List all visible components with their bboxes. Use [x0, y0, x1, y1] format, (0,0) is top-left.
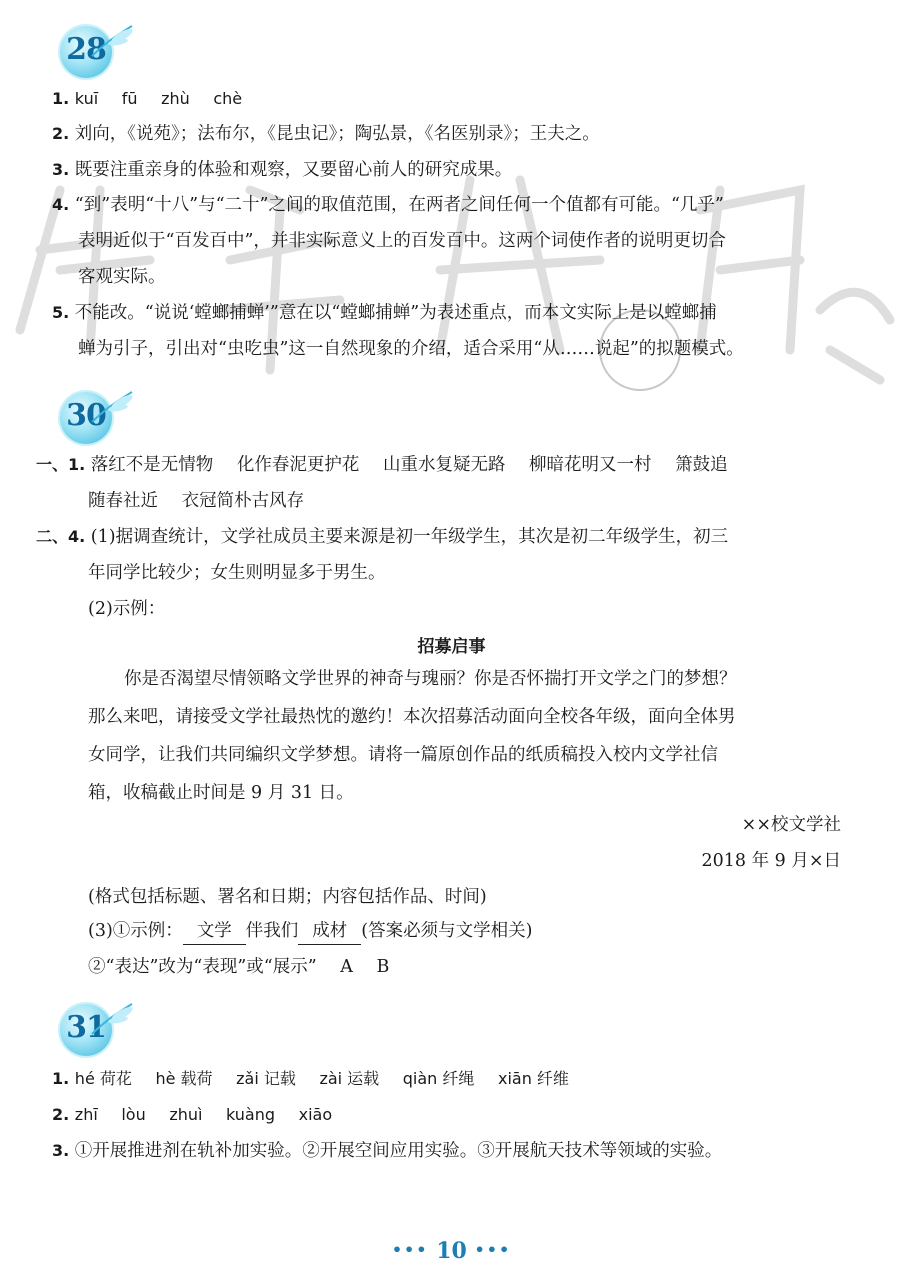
section-number: 28: [66, 32, 106, 67]
dragonfly-icon: [88, 388, 138, 428]
section-badge-30: [58, 388, 138, 450]
dots-decoration: •••: [391, 1240, 429, 1259]
page-number: ••• 10 •••: [391, 1238, 512, 1264]
notice-line-4: 箱，收稿截止时间是 9 月 31 日。: [88, 783, 354, 803]
answer-30-4-1: 二、4. (1)据调查统计，文学社成员主要来源是初一年级学生，其次是初二年级学生，初三: [36, 527, 729, 547]
answer-28-4-line2: 表明近似于“百发百中”，并非实际意义上的百发百中。这两个词使作者的说明更切合: [78, 231, 726, 251]
notice-line-1: 你是否渴望尽情领略文学世界的神奇与瑰丽？你是否怀揣打开文学之门的梦想？: [124, 669, 737, 689]
answer-28-2: 2. 刘向，《说苑》；法布尔，《昆虫记》；陶弘景，《名医别录》；王夫之。: [52, 124, 600, 144]
blank-answer-2: 成材: [298, 918, 361, 945]
notice-line-2: 那么来吧，请接受文学社最热忱的邀约！本次招募活动面向全校各年级，面向全体男: [88, 707, 736, 727]
answer-30-1: 一、1. 落红不是无情物 化作春泥更护花 山重水复疑无路 柳暗花明又一村 箫鼓追: [36, 455, 728, 475]
dragonfly-icon: [88, 1000, 138, 1040]
answer-30-4-1-line2: 年同学比较少；女生则明显多于男生。: [88, 563, 386, 583]
answer-28-4: 4. “到”表明“十八”与“二十”之间的取值范围，在两者之间任何一个值都有可能。“几乎”: [52, 195, 724, 215]
answer-28-4-line3: 客观实际。: [78, 267, 166, 287]
notice-title: 招募启事: [417, 637, 486, 657]
notice-line-3: 女同学，让我们共同编织文学梦想。请将一篇原创作品的纸质稿投入校内文学社信: [88, 745, 718, 765]
blank-answer-1: 文学: [183, 918, 246, 945]
answer-30-1-line2: 随春社近 衣冠简朴古风存: [88, 491, 305, 511]
answer-30-4-2: (2)示例：: [88, 599, 166, 619]
section-number: 31: [66, 1010, 106, 1045]
answer-31-1: 1. hé 荷花 hè 载荷 zǎi 记载 zài 运载 qiàn 纤绳 xiān 纤维: [52, 1069, 569, 1088]
answer-30-4-3: (3)①示例： 文学 伴我们 成材 (答案必须与文学相关): [88, 918, 532, 945]
answer-28-1: 1. kuī fū zhù chè: [52, 89, 243, 108]
dots-decoration: •••: [474, 1240, 512, 1259]
section-badge-31: [58, 1000, 138, 1062]
answer-30-4-3-second: ②“表达”改为“表现”或“展示” A B: [88, 957, 390, 977]
answer-28-5: 5. 不能改。“说说‘螳螂捕蝉’”意在以“螳螂捕蝉”为表述重点，而本文实际上是以螳螂捕: [52, 303, 717, 323]
answer-28-3: 3. 既要注重亲身的体验和观察，又要留心前人的研究成果。: [52, 160, 513, 180]
format-note: (格式包括标题、署名和日期；内容包括作品、时间): [88, 887, 487, 907]
answer-31-2: 2. zhī lòu zhuì kuàng xiāo: [52, 1105, 333, 1124]
section-number: 30: [66, 398, 106, 433]
answer-28-5-line2: 蝉为引子，引出对“虫吃虫”这一自然现象的介绍，适合采用“从……说起”的拟题模式。: [78, 339, 744, 359]
answer-31-3: 3. ①开展推进剂在轨补加实验。②开展空间应用实验。③开展航天技术等领域的实验。: [52, 1141, 723, 1161]
dragonfly-icon: [88, 22, 138, 62]
notice-signature: ××校文学社: [741, 815, 841, 835]
section-badge-28: [58, 22, 138, 84]
notice-date: 2018 年 9 月×日: [701, 851, 841, 871]
